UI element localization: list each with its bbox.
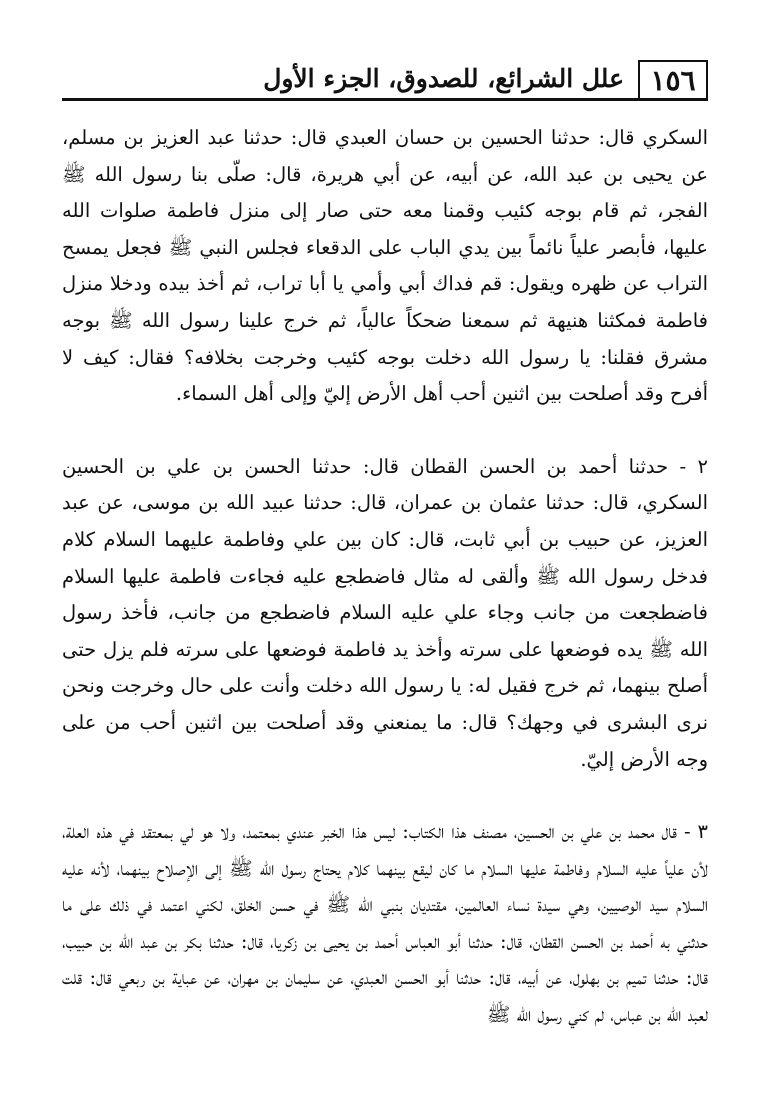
text-line: لكني اعتمد في ذلك على ما حدثني به أحمد بن الحسن القطان، قال: حدثنا أبو [62,893,708,953]
page-number: ١٥٦ [638,60,708,98]
text-line: ٣ - قال محمد بن علي بن الحسين، مصنف هذا الكتاب: ليس هذا الخبر [320,820,709,844]
book-title: علل الشرائع، للصدوق، الجزء الأول [263,64,624,93]
paragraph-gap [62,778,708,814]
text-line: ٢ - حدثنا أحمد بن الحسن القطان قال: حدثنا الحسن بن علي بن الحسين [62,454,708,478]
text-line: عندي بمعتمد، ولا هو لي بمعتقد في هذه العلة، لأن علياً عليه السلام وفاطمة عليها السلام [62,820,708,880]
text-line: الفجر، ثم قام بوجه كئيب وقمنا معه حتى صار إلى منزل فاطمة صلوات الله [62,199,708,223]
text-line: ما كان ليقع بينهما كلام يحتاج رسول الله ﷺ إلى الإصلاح بينهما، لأنه عليه السلام [62,856,708,917]
text-line: أهل السماء. [175,382,274,406]
paragraph-gap [62,413,708,449]
body-text [62,120,708,1034]
paragraph-3 [62,814,708,1034]
text-line: يمسح التراب عن ظهره ويقول: قم فداك أبي وأمي يا أبا تراب، ثم أخذ بيده [62,235,709,296]
text-line: عن يحيى بن عبد الله، عن أبيه، عن أبي هريرة، قال: صلّى بنا رسول الله ﷺ [62,162,708,186]
text-line: بخلافه؟ فقال: كيف لا أفرح وقد أصلحت بين اثنين أحب أهل الأرض إليّ وإلى [62,345,708,406]
text-line: العباس أحمد بن يحيى بن زكريا، قال: حدثنا بكر بن عبد الله بن حبيب، قال: [62,929,709,990]
text-line: عبد العزيز، عن حبيب بن أبي ثابت، قال: كان بين علي وفاطمة عليهما السلام كلام [62,491,708,551]
text-line: السكري، قال: حدثنا عثمان بن عمران، قال: حدثنا عبيد الله بن موسى، عن [97,491,708,515]
text-line: فاضطجعت من جانب وجاء علي عليه السلام فاضطجع من جانب، فأخذ [121,601,708,625]
header-rule [62,98,708,101]
text-line: سيد الوصيين، وهي سيدة نساء العالمين، مقتديان بنبي الله ﷺ في حسن الخلق، [230,893,669,917]
paragraph-2 [62,449,708,778]
text-line: رسول الله ﷺ بوجه مشرق فقلنا: يا رسول الله دخلت بوجه كئيب وخرجت [62,308,708,369]
text-line: يزل حتى أصلح بينهما، ثم خرج فقيل له: يا رسول الله دخلت وأنت على حال [62,637,708,698]
text-line: وخرجت ونحن نرى البشرى في وجهك؟ قال: ما يمنعني وقد أصلحت بين اثنين [62,674,708,734]
text-line: عليها، فأبصر علياً نائماً بين يدي الباب على الدقعاء فجلس النبي ﷺ فجعل [115,235,708,259]
text-line: رسول الله ﷺ يده فوضعها على سرته وأخذ يد فاطمة فوضعها على سرته فلم [62,601,708,661]
text-line: ودخلا منزل فاطمة فمكثنا هنيهة ثم سمعنا ضحكاً عالياً، ثم خرج علينا [62,272,708,332]
text-line: السكري قال: حدثنا الحسين بن حسان العبدي قال: حدثنا عبد العزيز بن مسلم، [62,126,708,149]
text-line: أحب من على وجه الأرض إليّ. [62,710,708,771]
text-line: فدخل رسول الله ﷺ وألقى له مثال فاضطجع عليه فجاءت فاطمة عليها السلام [62,564,708,588]
text-line: حدثنا تميم بن بهلول، عن أبيه، قال: حدثنا أبو الحسن العبدي، عن سليمان بن [265,966,679,990]
text-line: مهران، عن عباية بن ربعي قال: قلت لعبد الله بن عباس، لم كني رسول الله ﷺ [62,966,708,1027]
page-header [62,60,708,102]
paragraph-1 [62,120,708,413]
